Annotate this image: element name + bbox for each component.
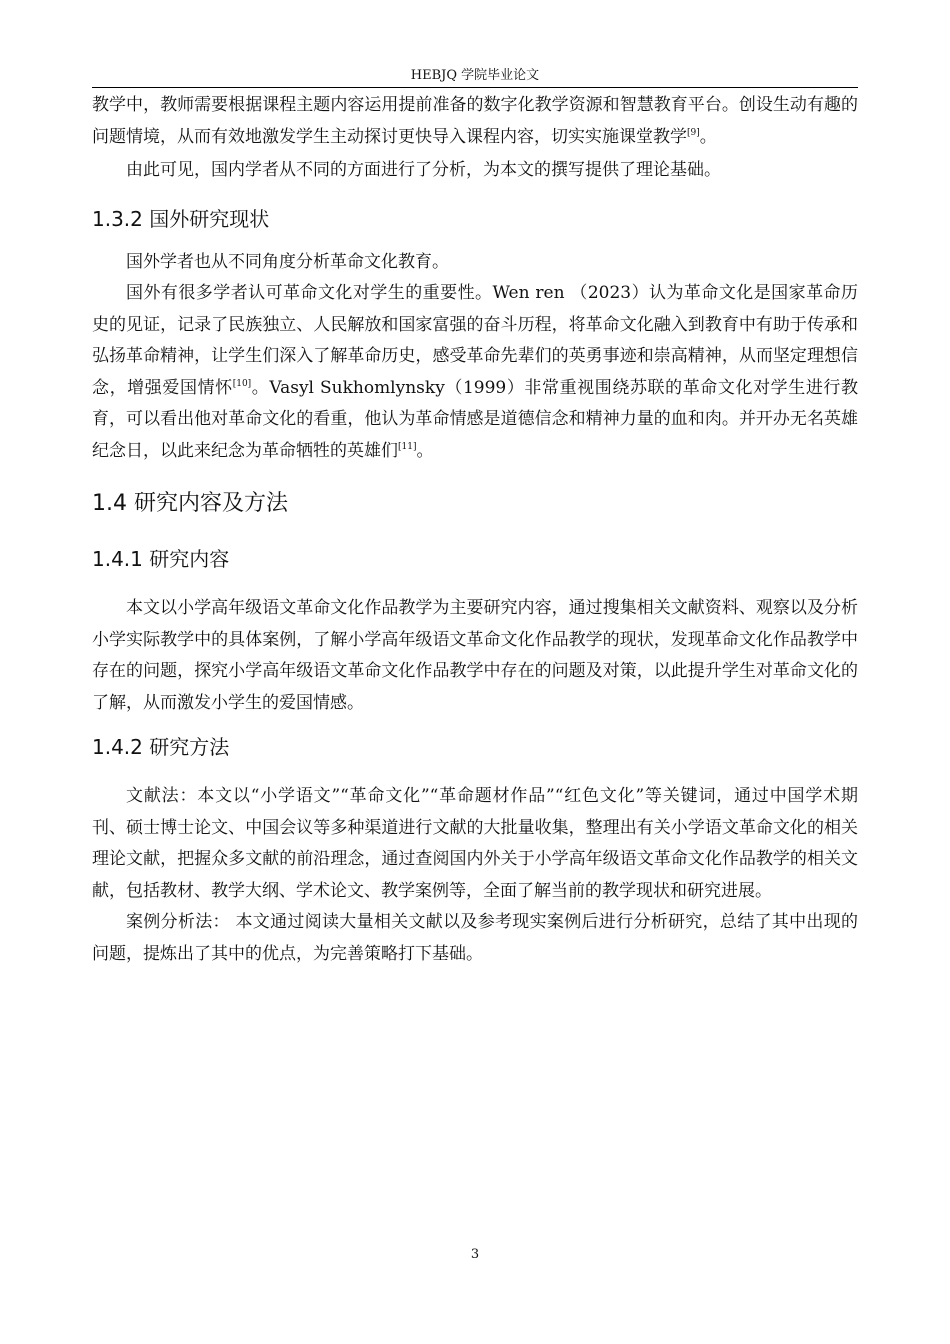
- section-heading: 1.4.2 研究方法: [92, 735, 230, 759]
- citation: [11]: [398, 441, 417, 452]
- citation: [10]: [232, 378, 252, 389]
- paragraph: 国外学者也从不同角度分析革命文化教育。: [126, 251, 449, 272]
- page-body: [92, 90, 858, 970]
- paragraph-text: 。Vasyl Sukhomlynsky（1999）非常重视围绕苏联的革命文化对学生进行教育，可以看出他对革命文化的看重，他认为革命情感是道德信念和精神力量的血和肉。并开办无名英雄纪念日，以此来纪念为革命牺牲的英雄们: [92, 377, 859, 461]
- punctuation: 。: [416, 440, 434, 461]
- paragraph: 由此可见，国内学者从不同的方面进行了分析，为本文的撰写提供了理论基础。: [126, 160, 721, 180]
- paragraph: [92, 90, 858, 153]
- section-heading: 1.3.2 国外研究现状: [92, 206, 270, 231]
- paragraph-text: 国外有很多学者认可革命文化对学生的重要性。Wen ren （2023）认为革命文化是国家革命历史的见证，记录了民族独立、人民解放和国家富强的奋斗历程，将革命文化融入到教育中有助于传承和弘扬革命精神，让学生们深入了解革命历史，感受革命先辈们的英勇事迹和崇高精神，从而坚定理想信念，增强爱国情怀: [92, 283, 858, 398]
- section-heading: 1.4.1 研究内容: [92, 547, 230, 571]
- header-rule: [92, 87, 858, 88]
- paragraph: 文献法：本文以“小学语文”“革命文化”“革命题材作品”“红色文化”等关键词，通过中国学术期刊、硕士博士论文、中国会议等多种渠道进行文献的大批量收集，整理出有关小学语文革命文化的相关理论文献，把握众多文献的前沿理念，通过查阅国内外关于小学高年级语文革命文化作品教学的相关文献，包括教材、教学大纲、学术论文、教学案例等，全面了解当前的教学现状和研究进展。: [92, 786, 858, 901]
- punctuation: 。: [699, 126, 717, 147]
- citation: [9]: [687, 127, 700, 138]
- running-header: HEBJQ 学院毕业论文: [410, 68, 540, 83]
- paragraph-text: 教学中，教师需要根据课程主题内容运用提前准备的数字化教学资源和智慧教育平台。创设生动有趣的问题情境，从而有效地激发学生主动探讨更快导入课程内容，切实实施课堂教学: [92, 95, 858, 147]
- paragraph: 本文以小学高年级语文革命文化作品教学为主要研究内容，通过搜集相关文献资料、观察以及分析小学实际教学中的具体案例，了解小学高年级语文革命文化作品教学的现状，发现革命文化作品教学中存在的问题，探究小学高年级语文革命文化作品教学中存在的问题及对策，以此提升学生对革命文化的了解，从而激发小学生的爱国情感。: [92, 598, 858, 713]
- paragraph: 案例分析法： 本文通过阅读大量相关文献以及参考现实案例后进行分析研究，总结了其中出现的问题，提炼出了其中的优点，为完善策略打下基础。: [92, 912, 858, 964]
- page-number: 3: [470, 1247, 480, 1262]
- chapter-heading: 1.4 研究内容及方法: [92, 491, 288, 516]
- paragraph: [92, 278, 858, 467]
